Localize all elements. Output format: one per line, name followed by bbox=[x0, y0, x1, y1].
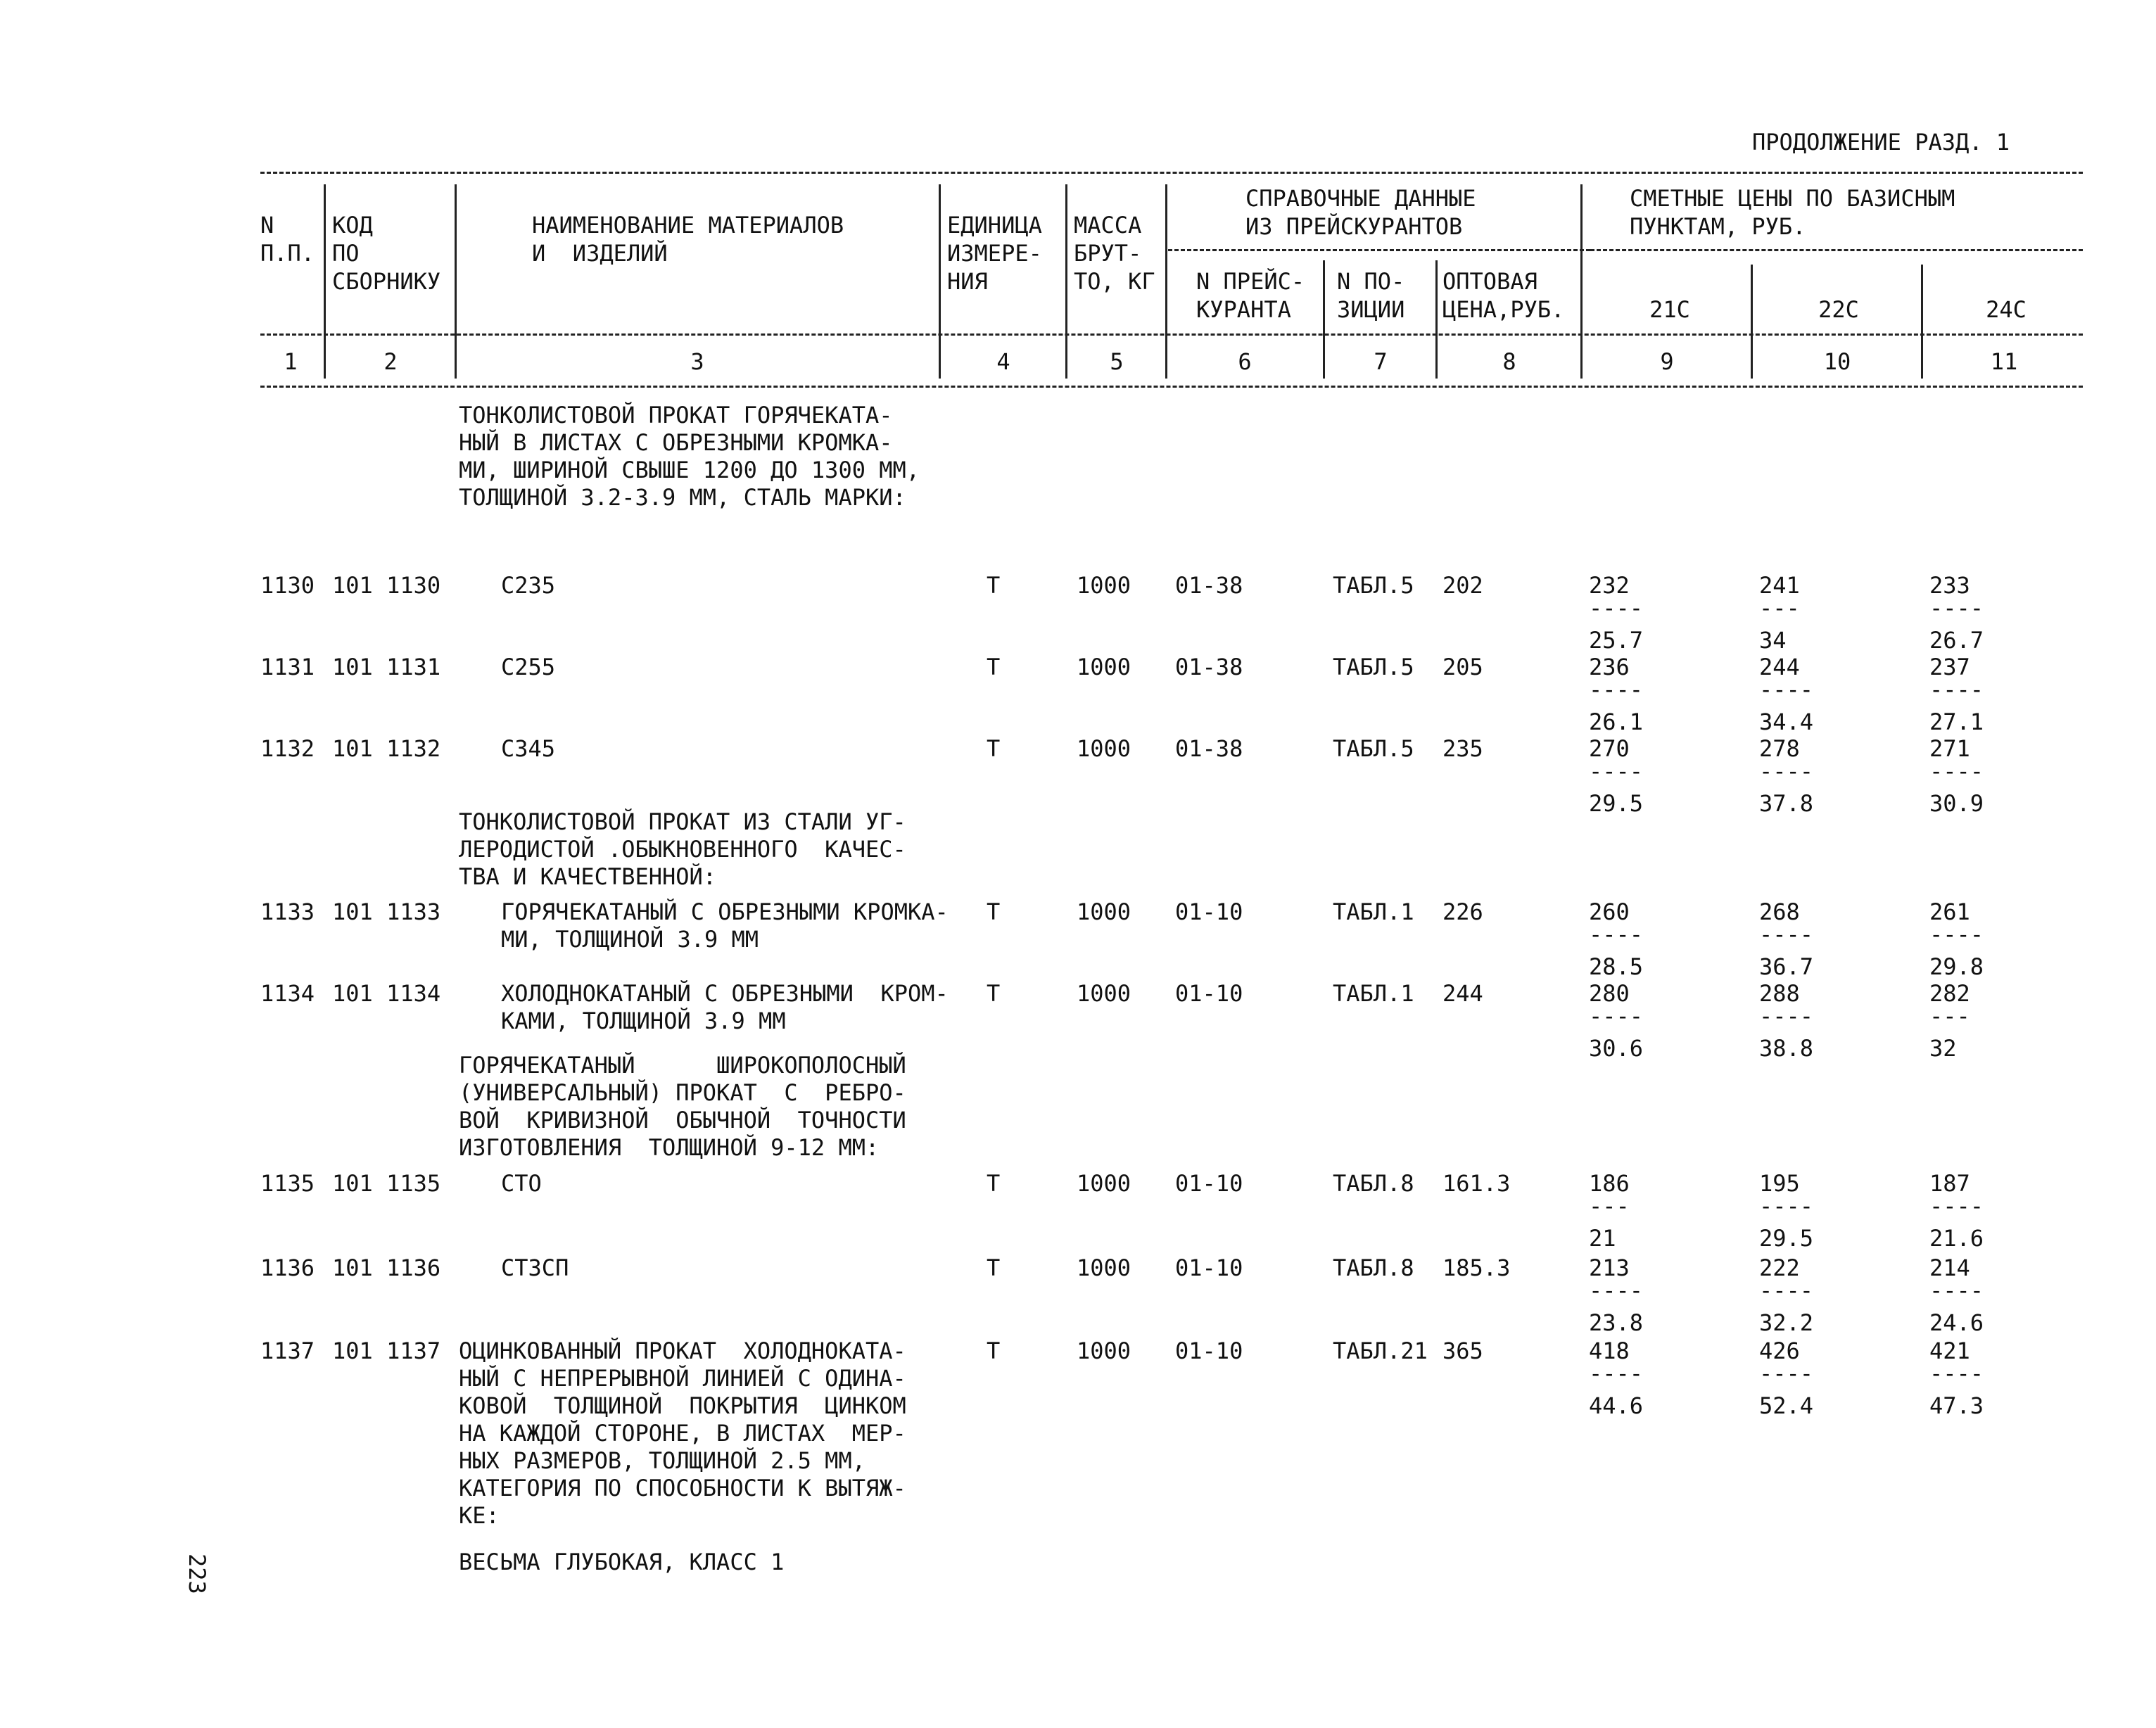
cell-p22-dash: ---- bbox=[1759, 758, 1814, 784]
cell-unit: Т bbox=[987, 1338, 1001, 1364]
continuation-note: ПРОДОЛЖЕНИЕ РАЗД. 1 bbox=[1752, 129, 2010, 155]
col-number: 3 bbox=[690, 348, 704, 375]
cell-name: КАТЕГОРИЯ ПО СПОСОБНОСТИ К ВЫТЯЖ- bbox=[459, 1475, 906, 1501]
cell-code: 101 1136 bbox=[332, 1254, 441, 1281]
cell-p24-sub: 21.6 bbox=[1929, 1225, 1984, 1252]
col-mass-header: БРУТ- bbox=[1074, 240, 1142, 267]
cell-code: 101 1137 bbox=[332, 1338, 441, 1364]
cell-n: 1132 bbox=[260, 735, 315, 762]
col-number: 4 bbox=[996, 348, 1010, 375]
cell-p22-price: 426 bbox=[1759, 1338, 1800, 1364]
cell-code: 101 1132 bbox=[332, 735, 441, 762]
cell-code: 101 1130 bbox=[332, 572, 441, 599]
cell-unit: Т bbox=[987, 898, 1001, 925]
cell-p22-sub: 36.7 bbox=[1759, 953, 1814, 980]
cell-p22-dash: ---- bbox=[1759, 1003, 1814, 1029]
col-number: 7 bbox=[1374, 348, 1388, 375]
cell-mass: 1000 bbox=[1077, 898, 1131, 925]
col-number: 9 bbox=[1660, 348, 1674, 375]
header-top-rule bbox=[260, 172, 2083, 174]
cell-p22-price: 244 bbox=[1759, 654, 1800, 680]
cell-wholesale: 185.3 bbox=[1442, 1254, 1511, 1281]
col-pricelist-header: КУРАНТА bbox=[1196, 296, 1291, 323]
cell-n: 1131 bbox=[260, 654, 315, 680]
section-heading: ЛЕРОДИСТОЙ .ОБЫКНОВЕННОГО КАЧЕС- bbox=[459, 836, 906, 863]
cell-pricelist: 01-38 bbox=[1175, 735, 1243, 762]
cell-p24-sub: 47.3 bbox=[1929, 1392, 1984, 1419]
cell-p22-sub: 52.4 bbox=[1759, 1392, 1814, 1419]
cell-p24-price: 261 bbox=[1929, 898, 1970, 925]
col-unit-header: ЕДИНИЦА bbox=[947, 212, 1042, 239]
cell-mass: 1000 bbox=[1077, 572, 1131, 599]
cell-name: ГОРЯЧЕКАТАНЫЙ С ОБРЕЗНЫМИ КРОМКА- bbox=[501, 898, 949, 925]
cell-wholesale: 244 bbox=[1442, 980, 1483, 1007]
cell-wholesale: 205 bbox=[1442, 654, 1483, 680]
section-heading: (УНИВЕРСАЛЬНЫЙ) ПРОКАТ С РЕБРО- bbox=[459, 1079, 906, 1106]
section-heading: ИЗГОТОВЛЕНИЯ ТОЛЩИНОЙ 9-12 ММ: bbox=[459, 1134, 880, 1161]
col-position-header: N ПО- bbox=[1337, 268, 1405, 295]
cell-p22-sub: 37.8 bbox=[1759, 790, 1814, 817]
cell-n: 1135 bbox=[260, 1170, 315, 1197]
cell-unit: Т bbox=[987, 654, 1001, 680]
cell-n: 1136 bbox=[260, 1254, 315, 1281]
cell-p21-sub: 29.5 bbox=[1589, 790, 1644, 817]
cell-p24-sub: 32 bbox=[1929, 1035, 1957, 1062]
col-unit-header: ИЗМЕРЕ- bbox=[947, 240, 1042, 267]
section-heading: ТОНКОЛИСТОВОЙ ПРОКАТ ИЗ СТАЛИ УГ- bbox=[459, 808, 906, 835]
cell-p24-dash: ---- bbox=[1929, 1360, 1984, 1387]
cell-position: ТАБЛ.5 bbox=[1333, 654, 1414, 680]
cell-name: МИ, ТОЛЩИНОЙ 3.9 ММ bbox=[501, 926, 759, 953]
cell-position: ТАБЛ.1 bbox=[1333, 898, 1414, 925]
cell-position: ТАБЛ.1 bbox=[1333, 980, 1414, 1007]
cell-name: СТО bbox=[501, 1170, 542, 1197]
cell-name: КЕ: bbox=[459, 1502, 500, 1529]
cell-p24-dash: ---- bbox=[1929, 676, 1984, 703]
cell-p22-price: 278 bbox=[1759, 735, 1800, 762]
col-number: 8 bbox=[1502, 348, 1516, 375]
ref-group-rule bbox=[1168, 249, 1590, 251]
cell-p24-dash: ---- bbox=[1929, 595, 1984, 621]
cell-p24-dash: ---- bbox=[1929, 1193, 1984, 1219]
cell-p21-sub: 21 bbox=[1589, 1225, 1616, 1252]
cell-pricelist: 01-10 bbox=[1175, 898, 1243, 925]
col-number: 1 bbox=[284, 348, 298, 375]
col-code-header: ПО bbox=[332, 240, 360, 267]
category-line: ВЕСЬМА ГЛУБОКАЯ, КЛАСС 1 bbox=[459, 1549, 785, 1575]
col-name-header: И ИЗДЕЛИЙ bbox=[532, 240, 668, 267]
cell-name: КОВОЙ ТОЛЩИНОЙ ПОКРЫТИЯ ЦИНКОМ bbox=[459, 1392, 906, 1419]
cell-p24-dash: ---- bbox=[1929, 921, 1984, 948]
section-heading: ГОРЯЧЕКАТАНЫЙ ШИРОКОПОЛОСНЫЙ bbox=[459, 1052, 906, 1079]
cell-pricelist: 01-10 bbox=[1175, 980, 1243, 1007]
cell-p21-price: 236 bbox=[1589, 654, 1630, 680]
cell-p22-sub: 34 bbox=[1759, 627, 1787, 654]
cell-name: СТ3СП bbox=[501, 1254, 569, 1281]
cell-unit: Т bbox=[987, 735, 1001, 762]
col-number: 2 bbox=[383, 348, 398, 375]
cell-p22-dash: ---- bbox=[1759, 1360, 1814, 1387]
col-mass-header: МАССА bbox=[1074, 212, 1142, 239]
cell-p21-dash: ---- bbox=[1589, 676, 1644, 703]
cell-mass: 1000 bbox=[1077, 654, 1131, 680]
col-pricelist-header: N ПРЕЙС- bbox=[1196, 268, 1305, 295]
cell-wholesale: 226 bbox=[1442, 898, 1483, 925]
cell-p21-sub: 28.5 bbox=[1589, 953, 1644, 980]
cell-p24-price: 214 bbox=[1929, 1254, 1970, 1281]
cell-p22-price: 241 bbox=[1759, 572, 1800, 599]
cell-p21-sub: 44.6 bbox=[1589, 1392, 1644, 1419]
page-number: 223 bbox=[184, 1554, 210, 1594]
cell-p22-price: 268 bbox=[1759, 898, 1800, 925]
section-heading: ТВА И КАЧЕСТВЕННОЙ: bbox=[459, 863, 717, 890]
col-21c-header: 21С bbox=[1649, 296, 1690, 323]
cell-name: С345 bbox=[501, 735, 556, 762]
col-number: 6 bbox=[1238, 348, 1252, 375]
numbers-bottom-rule bbox=[260, 386, 2083, 388]
cell-p24-price: 237 bbox=[1929, 654, 1970, 680]
cell-p22-sub: 34.4 bbox=[1759, 709, 1814, 735]
cell-p24-sub: 29.8 bbox=[1929, 953, 1984, 980]
cell-name: ОЦИНКОВАННЫЙ ПРОКАТ ХОЛОДНОКАТА- bbox=[459, 1338, 906, 1364]
cell-n: 1133 bbox=[260, 898, 315, 925]
col-wholesale-header: ОПТОВАЯ bbox=[1442, 268, 1537, 295]
cell-n: 1134 bbox=[260, 980, 315, 1007]
ref-group-header: ИЗ ПРЕЙСКУРАНТОВ bbox=[1245, 213, 1463, 240]
col-number: 10 bbox=[1823, 348, 1851, 375]
col-22c-header: 22С bbox=[1818, 296, 1859, 323]
cell-wholesale: 235 bbox=[1442, 735, 1483, 762]
col-number: 11 bbox=[1990, 348, 2018, 375]
cell-p21-dash: ---- bbox=[1589, 1360, 1644, 1387]
cell-position: ТАБЛ.8 bbox=[1333, 1170, 1414, 1197]
cell-p22-price: 288 bbox=[1759, 980, 1800, 1007]
col-position-header: ЗИЦИИ bbox=[1337, 296, 1405, 323]
cell-p21-price: 213 bbox=[1589, 1254, 1630, 1281]
cell-p21-dash: --- bbox=[1589, 1193, 1630, 1219]
section-heading: ТОЛЩИНОЙ 3.2-3.9 ММ, СТАЛЬ МАРКИ: bbox=[459, 484, 906, 511]
cell-p24-dash: ---- bbox=[1929, 1277, 1984, 1304]
cell-p21-dash: ---- bbox=[1589, 921, 1644, 948]
cell-p22-price: 222 bbox=[1759, 1254, 1800, 1281]
section-heading: МИ, ШИРИНОЙ СВЫШЕ 1200 ДО 1300 ММ, bbox=[459, 457, 920, 483]
cell-mass: 1000 bbox=[1077, 980, 1131, 1007]
cell-mass: 1000 bbox=[1077, 1338, 1131, 1364]
cell-p21-sub: 30.6 bbox=[1589, 1035, 1644, 1062]
cell-p21-sub: 26.1 bbox=[1589, 709, 1644, 735]
cell-p21-price: 232 bbox=[1589, 572, 1630, 599]
cell-p22-dash: ---- bbox=[1759, 676, 1814, 703]
cell-position: ТАБЛ.21 bbox=[1333, 1338, 1428, 1364]
cell-n: 1137 bbox=[260, 1338, 315, 1364]
col-name-header: НАИМЕНОВАНИЕ МАТЕРИАЛОВ bbox=[532, 212, 844, 239]
section-heading: НЫЙ В ЛИСТАХ С ОБРЕЗНЫМИ КРОМКА- bbox=[459, 429, 893, 456]
section-heading: ВОЙ КРИВИЗНОЙ ОБЫЧНОЙ ТОЧНОСТИ bbox=[459, 1107, 906, 1133]
cell-p22-dash: ---- bbox=[1759, 921, 1814, 948]
cell-p22-sub: 29.5 bbox=[1759, 1225, 1814, 1252]
cell-p21-dash: ---- bbox=[1589, 1277, 1644, 1304]
cell-p22-sub: 38.8 bbox=[1759, 1035, 1814, 1062]
col-sep-1 bbox=[324, 184, 326, 379]
cell-wholesale: 365 bbox=[1442, 1338, 1483, 1364]
cell-mass: 1000 bbox=[1077, 1170, 1131, 1197]
cell-unit: Т bbox=[987, 1254, 1001, 1281]
section-heading: ТОНКОЛИСТОВОЙ ПРОКАТ ГОРЯЧЕКАТА- bbox=[459, 402, 893, 428]
col-n-header: N bbox=[260, 212, 274, 239]
cell-p21-price: 418 bbox=[1589, 1338, 1630, 1364]
col-number: 5 bbox=[1110, 348, 1124, 375]
col-unit-header: НИЯ bbox=[947, 268, 988, 295]
cell-name: НЫХ РАЗМЕРОВ, ТОЛЩИНОЙ 2.5 ММ, bbox=[459, 1447, 865, 1474]
prices-group-header: ПУНКТАМ, РУБ. bbox=[1630, 213, 1806, 240]
col-sep-3 bbox=[939, 184, 941, 379]
cell-p21-dash: ---- bbox=[1589, 1003, 1644, 1029]
col-24c-header: 24С bbox=[1986, 296, 2027, 323]
ref-group-header: СПРАВОЧНЫЕ ДАННЫЕ bbox=[1245, 185, 1476, 212]
cell-p21-sub: 23.8 bbox=[1589, 1309, 1644, 1336]
cell-code: 101 1131 bbox=[332, 654, 441, 680]
cell-p22-sub: 32.2 bbox=[1759, 1309, 1814, 1336]
col-n-header: П.П. bbox=[260, 240, 315, 267]
cell-p24-price: 187 bbox=[1929, 1170, 1970, 1197]
cell-pricelist: 01-10 bbox=[1175, 1338, 1243, 1364]
col-sep-9 bbox=[1751, 265, 1753, 379]
col-code-header: КОД bbox=[332, 212, 373, 239]
cell-position: ТАБЛ.8 bbox=[1333, 1254, 1414, 1281]
cell-name: НЫЙ С НЕПРЕРЫВНОЙ ЛИНИЕЙ С ОДИНА- bbox=[459, 1365, 906, 1392]
cell-n: 1130 bbox=[260, 572, 315, 599]
cell-name: ХОЛОДНОКАТАНЫЙ С ОБРЕЗНЫМИ КРОМ- bbox=[501, 980, 949, 1007]
cell-unit: Т bbox=[987, 980, 1001, 1007]
cell-p24-price: 282 bbox=[1929, 980, 1970, 1007]
cell-p22-dash: ---- bbox=[1759, 1193, 1814, 1219]
cell-name: КАМИ, ТОЛЩИНОЙ 3.9 ММ bbox=[501, 1008, 786, 1034]
cell-p21-dash: ---- bbox=[1589, 758, 1644, 784]
cell-p24-price: 233 bbox=[1929, 572, 1970, 599]
col-sep-6 bbox=[1323, 260, 1325, 379]
col-sep-5 bbox=[1165, 184, 1167, 379]
col-sep-8 bbox=[1580, 184, 1583, 379]
cell-wholesale: 202 bbox=[1442, 572, 1483, 599]
col-sep-10 bbox=[1921, 265, 1923, 379]
cell-p22-dash: ---- bbox=[1759, 1277, 1814, 1304]
cell-p21-price: 270 bbox=[1589, 735, 1630, 762]
cell-p24-dash: --- bbox=[1929, 1003, 1970, 1029]
cell-p24-sub: 27.1 bbox=[1929, 709, 1984, 735]
cell-mass: 1000 bbox=[1077, 735, 1131, 762]
cell-mass: 1000 bbox=[1077, 1254, 1131, 1281]
cell-unit: Т bbox=[987, 572, 1001, 599]
header-bottom-rule bbox=[260, 333, 2083, 336]
cell-p24-sub: 24.6 bbox=[1929, 1309, 1984, 1336]
cell-pricelist: 01-38 bbox=[1175, 654, 1243, 680]
prices-group-rule bbox=[1590, 249, 2083, 251]
cell-p21-sub: 25.7 bbox=[1589, 627, 1644, 654]
cell-p21-price: 260 bbox=[1589, 898, 1630, 925]
cell-code: 101 1134 bbox=[332, 980, 441, 1007]
cell-p21-price: 280 bbox=[1589, 980, 1630, 1007]
col-sep-4 bbox=[1065, 184, 1067, 379]
cell-code: 101 1133 bbox=[332, 898, 441, 925]
col-sep-2 bbox=[455, 184, 457, 379]
cell-position: ТАБЛ.5 bbox=[1333, 572, 1414, 599]
cell-p24-dash: ---- bbox=[1929, 758, 1984, 784]
cell-p22-price: 195 bbox=[1759, 1170, 1800, 1197]
cell-p22-dash: --- bbox=[1759, 595, 1800, 621]
cell-name: С235 bbox=[501, 572, 556, 599]
cell-wholesale: 161.3 bbox=[1442, 1170, 1511, 1197]
cell-name: НА КАЖДОЙ СТОРОНЕ, В ЛИСТАХ МЕР- bbox=[459, 1420, 906, 1447]
col-sep-7 bbox=[1435, 260, 1438, 379]
cell-name: С255 bbox=[501, 654, 556, 680]
cell-unit: Т bbox=[987, 1170, 1001, 1197]
prices-group-header: СМЕТНЫЕ ЦЕНЫ ПО БАЗИСНЫМ bbox=[1630, 185, 1955, 212]
cell-pricelist: 01-38 bbox=[1175, 572, 1243, 599]
col-wholesale-header: ЦЕНА,РУБ. bbox=[1442, 296, 1565, 323]
cell-position: ТАБЛ.5 bbox=[1333, 735, 1414, 762]
cell-pricelist: 01-10 bbox=[1175, 1170, 1243, 1197]
cell-code: 101 1135 bbox=[332, 1170, 441, 1197]
cell-p24-price: 421 bbox=[1929, 1338, 1970, 1364]
cell-p24-sub: 26.7 bbox=[1929, 627, 1984, 654]
cell-p21-dash: ---- bbox=[1589, 595, 1644, 621]
cell-p24-price: 271 bbox=[1929, 735, 1970, 762]
cell-pricelist: 01-10 bbox=[1175, 1254, 1243, 1281]
cell-p24-sub: 30.9 bbox=[1929, 790, 1984, 817]
col-code-header: СБОРНИКУ bbox=[332, 268, 441, 295]
cell-p21-price: 186 bbox=[1589, 1170, 1630, 1197]
col-mass-header: ТО, КГ bbox=[1074, 268, 1155, 295]
